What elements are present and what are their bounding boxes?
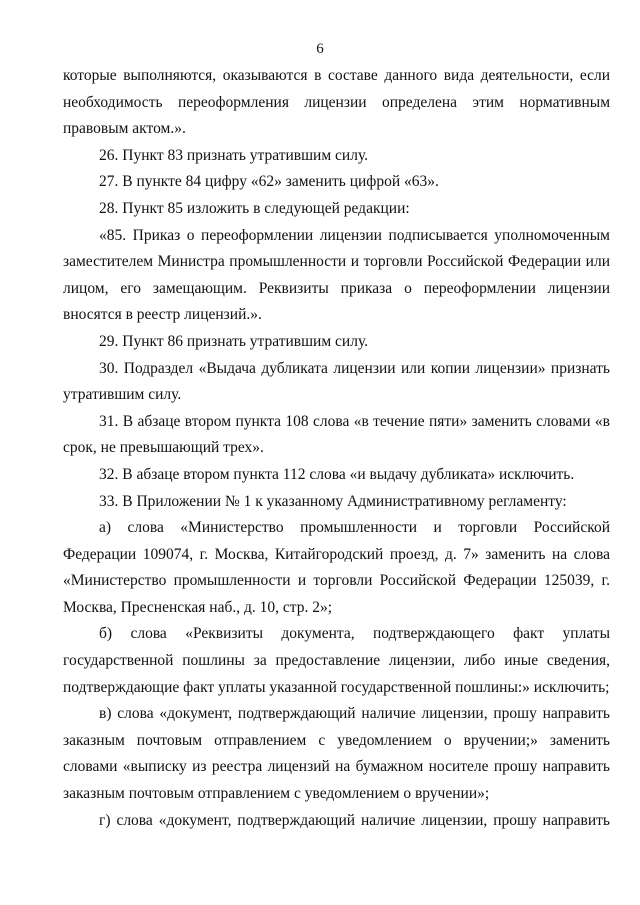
paragraph-item-33: 33. В Приложении № 1 к указанному Административному регламенту: bbox=[99, 492, 567, 510]
paragraph-item-29: 29. Пункт 86 признать утратившим силу. bbox=[99, 332, 369, 350]
paragraph-item-32: 32. В абзаце втором пункта 112 слова «и выдачу дубликата» исключить. bbox=[99, 465, 575, 483]
paragraph-item-27: 27. В пункте 84 цифру «62» заменить цифрой «63». bbox=[99, 173, 439, 191]
paragraph-item-30: 30. Подраздел «Выдача дубликата лицензии или копии лицензии» признать утратившим силу. bbox=[63, 359, 610, 404]
paragraph-item-31: 31. В абзаце втором пункта 108 слова «в течение пяти» заменить словами «в срок, не превышающий трех». bbox=[63, 412, 610, 457]
page-number: 6 bbox=[316, 41, 324, 57]
document-body bbox=[63, 63, 610, 834]
paragraph-subitem-a: а) слова «Министерство промышленности и торговли Российской Федерации 109074, г. Москва, Китайгородский проезд, д. 7» заменить на слова «Министерство промышленности и торговли Российской Федерации 125039, г. Москва, Пресненская наб., д. 10, стр. 2»; bbox=[63, 519, 610, 616]
paragraph-subitem-g: г) слова «документ, подтверждающий наличие лицензии, прошу направить bbox=[99, 811, 610, 829]
paragraph-continuation: которые выполняются, оказываются в составе данного вида деятельности, если необходимость переоформления лицензии определена этим нормативным правовым актом.». bbox=[63, 67, 610, 138]
paragraph-item-28: 28. Пункт 85 изложить в следующей редакции: bbox=[99, 199, 410, 217]
paragraph-quote-85: «85. Приказ о переоформлении лицензии подписывается уполномоченным заместителем Министра промышленности и торговли Российской Федерации или лицом, его замещающим. Реквизиты приказа о переоформлении лицензии вносятся в реестр лицензий.». bbox=[63, 226, 610, 324]
paragraph-item-26: 26. Пункт 83 признать утратившим силу. bbox=[99, 146, 369, 164]
paragraph-subitem-v: в) слова «документ, подтверждающий наличие лицензии, прошу направить заказным почтовым отправлением с уведомлением о вручении;» заменить словами «выписку из реестра лицензий на бумажном носителе прошу направить заказным почтовым отправлением с уведомлением о вручении»; bbox=[63, 705, 610, 803]
paragraph-subitem-b: б) слова «Реквизиты документа, подтверждающего факт уплаты государственной пошлины за предоставление лицензии, либо иные сведения, подтверждающие факт уплаты указанной государственной пошлины:» исключить; bbox=[63, 625, 610, 696]
